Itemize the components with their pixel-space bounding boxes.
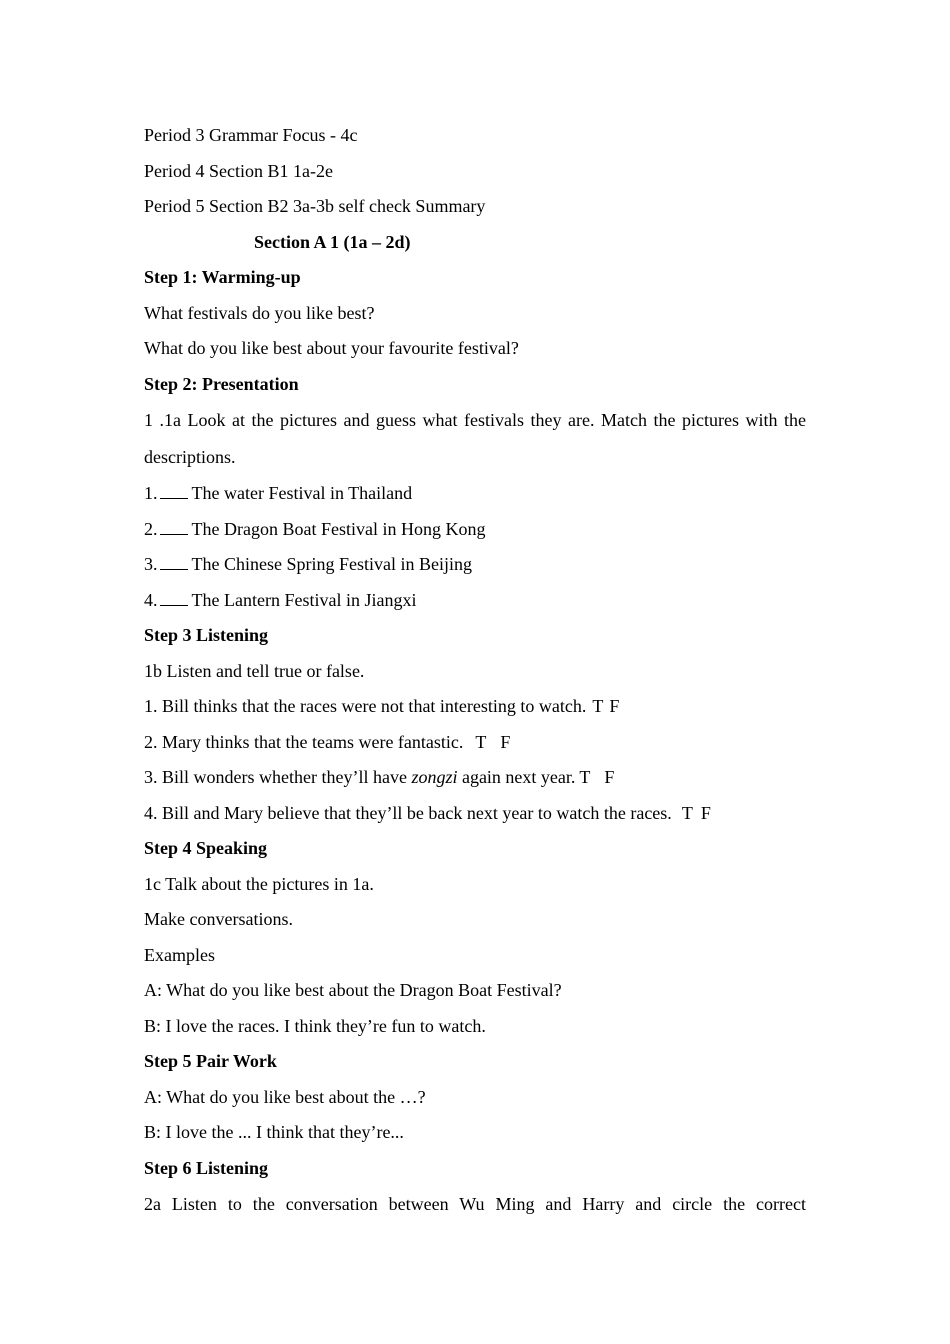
step5-line-2: B: I love the ... I think that they’re... [144,1122,404,1142]
true-option[interactable]: T [475,731,487,752]
step1-question-1: What festivals do you like best? [144,302,375,323]
tf-options [682,803,717,823]
answer-blank[interactable] [160,484,188,499]
match-item-number: 2. [144,518,158,539]
section-heading: Section A 1 (1a – 2d) [254,231,411,252]
match-item-text: The water Festival in Thailand [191,483,413,503]
step3-heading: Step 3 Listening [144,625,269,645]
step4-heading: Step 4 Speaking [144,838,268,858]
step4-line-1: 1c Talk about the pictures in 1a. [144,873,374,894]
step4-line-3: Examples [144,944,215,965]
step2-instruction: 1 .1a Look at the pictures and guess what festivals they are. Match the pictures with the descriptions. [144,410,806,467]
answer-blank[interactable] [160,555,188,570]
match-item-4 [144,583,806,619]
true-option[interactable]: T [579,767,591,787]
tf-item-3 [144,760,806,796]
period-4-line: Period 4 Section B1 1a-2e [144,160,333,181]
match-item-2 [144,512,806,548]
tf-statement-italic: zongzi [411,767,458,787]
tf-statement: 2. Mary thinks that the teams were fantastic. [144,731,464,752]
true-option[interactable]: T [592,696,604,716]
match-item-text: The Lantern Festival in Jiangxi [191,589,417,610]
tf-item-1 [144,689,806,725]
tf-item-4 [144,796,806,832]
match-item-number: 3. [144,554,158,574]
tf-statement-start: 3. Bill wonders whether they’ll have [144,767,412,787]
tf-options [475,732,516,752]
match-item-number: 1. [144,483,158,503]
answer-blank[interactable] [160,591,188,606]
match-item-text: The Chinese Spring Festival in Beijing [191,554,472,574]
period-3-line: Period 3 Grammar Focus - 4c [144,125,358,145]
step6-heading: Step 6 Listening [144,1157,269,1178]
step5-line-1: A: What do you like best about the …? [144,1086,426,1107]
tf-statement-end: again next year. [457,767,576,787]
period-5-line: Period 5 Section B2 3a-3b self check Summary [144,196,486,216]
step1-question-2: What do you like best about your favourite festival? [144,338,519,358]
false-option[interactable]: F [609,696,620,716]
step2-heading: Step 2: Presentation [144,373,299,394]
step4-line-4: A: What do you like best about the Dragon Boat Festival? [144,980,562,1000]
false-option[interactable]: F [500,731,511,752]
match-item-3 [144,547,806,583]
tf-options [592,696,625,716]
match-item-text: The Dragon Boat Festival in Hong Kong [191,518,486,539]
step6-instruction: 2a Listen to the conversation between Wu Ming and Harry and circle the correct [144,1194,806,1214]
match-item-number: 4. [144,589,158,610]
match-item-1 [144,476,806,512]
step3-instruction: 1b Listen and tell true or false. [144,660,365,681]
tf-statement: 4. Bill and Mary believe that they’ll be back next year to watch the races. [144,802,672,823]
step4-line-2: Make conversations. [144,909,293,929]
step4-line-5: B: I love the races. I think they’re fun to watch. [144,1015,486,1036]
true-option[interactable]: T [681,802,693,823]
false-option[interactable]: F [700,802,711,823]
step1-heading: Step 1: Warming-up [144,267,301,287]
tf-statement: 1. Bill thinks that the races were not that interesting to watch. [144,696,587,716]
document-page [144,118,806,1223]
false-option[interactable]: F [604,767,615,787]
step5-heading: Step 5 Pair Work [144,1051,277,1071]
tf-item-2 [144,725,806,761]
answer-blank[interactable] [160,520,188,535]
tf-options [579,767,620,787]
